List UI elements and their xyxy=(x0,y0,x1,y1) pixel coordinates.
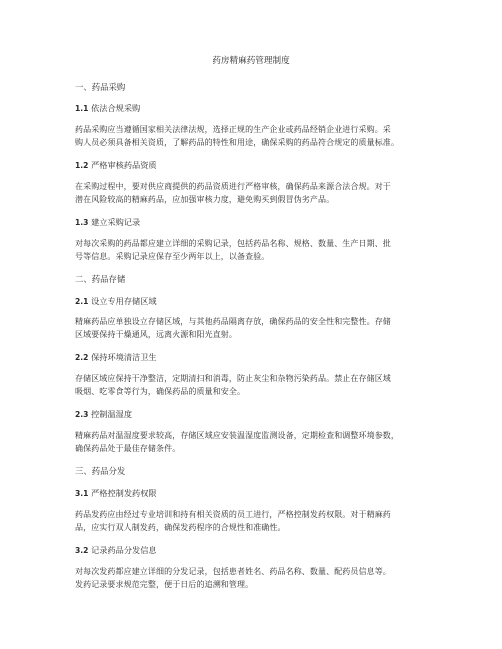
subsection-heading-2-2 xyxy=(75,351,157,364)
paragraph-line: 发药记录要求规范完整，便于日后的追溯和管理。 xyxy=(75,580,254,589)
subsection-heading-2-1 xyxy=(75,295,157,308)
subsection-title: 建立采购记录 xyxy=(91,217,141,227)
paragraph-line: 品，应实行双人制发药，确保发药程序的合规性和准确性。 xyxy=(75,523,286,532)
subsection-title: 设立专用存储区域 xyxy=(91,296,157,306)
paragraph-line: 精麻药品对温湿度要求较高，存储区域应安装温湿度监测设备，定期检查和调整环境参数， xyxy=(75,431,399,440)
paragraph-line: 药品采购应当遵循国家相关法律法规，选择正规的生产企业或药品经销企业进行采购。采 xyxy=(75,125,391,134)
subsection-title: 控制温湿度 xyxy=(91,409,133,419)
subsection-number: 1.1 xyxy=(75,104,89,113)
subsection-heading-1-1 xyxy=(75,102,140,115)
subsection-heading-2-3 xyxy=(75,408,132,421)
paragraph-line: 购人员必须具备相关资质，了解药品的特性和用途，确保采购的药品符合规定的质量标准。 xyxy=(75,138,399,147)
subsection-heading-1-3 xyxy=(75,216,140,229)
subsection-heading-1-2 xyxy=(75,159,157,172)
subsection-title: 记录药品分发信息 xyxy=(91,545,157,555)
paragraph-line: 确保药品处于最佳存储条件。 xyxy=(75,444,181,453)
paragraph-line: 精麻药品应单独设立存储区域，与其他药品隔离存放，确保药品的安全性和完整性。存储 xyxy=(75,317,391,326)
paragraph-line: 在采购过程中，要对供应商提供的药品资质进行严格审核，确保药品来源合法合规。对于 xyxy=(75,182,391,191)
subsection-number: 3.1 xyxy=(75,489,89,498)
subsection-number: 1.3 xyxy=(75,218,89,227)
paragraph-line: 号等信息。采购记录应保存至少两年以上，以备查验。 xyxy=(75,252,270,261)
subsection-title: 保持环境清洁卫生 xyxy=(91,352,157,362)
paragraph-line: 存储区域应保持干净整洁，定期清扫和消毒，防止灰尘和杂物污染药品。禁止在存储区域 xyxy=(75,374,391,383)
paragraph-line: 潜在风险较高的精麻药品，应加强审核力度，避免购买到假冒伪劣产品。 xyxy=(75,195,335,204)
page-title: 药房精麻药管理制度 xyxy=(212,56,290,66)
subsection-number: 1.2 xyxy=(75,161,89,170)
subsection-number: 2.2 xyxy=(75,353,89,362)
paragraph-line: 区域要保持干燥通风，远离火源和阳光直射。 xyxy=(75,330,237,339)
subsection-title: 依法合规采购 xyxy=(91,103,141,113)
paragraph-line: 对每次采购的药品都应建立详细的采购记录，包括药品名称、规格、数量、生产日期、批 xyxy=(75,239,391,248)
subsection-number: 3.2 xyxy=(75,546,89,555)
paragraph-line: 药品发药应由经过专业培训和持有相关资质的员工进行，严格控制发药权限。对于精麻药 xyxy=(75,510,391,519)
section-heading-3: 三、药品分发 xyxy=(75,466,126,476)
section-heading-1: 一、药品采购 xyxy=(75,82,126,92)
subsection-heading-3-2 xyxy=(75,544,157,557)
subsection-title: 严格控制发药权限 xyxy=(91,488,157,498)
section-heading-2: 二、药品存储 xyxy=(75,274,126,284)
paragraph-line: 吸烟、吃零食等行为，确保药品的质量和安全。 xyxy=(75,387,246,396)
paragraph-line: 对每次发药都应建立详细的分发记录，包括患者姓名、药品名称、数量、配药员信息等。 xyxy=(75,567,391,576)
subsection-number: 2.1 xyxy=(75,297,89,306)
subsection-number: 2.3 xyxy=(75,410,89,419)
subsection-title: 严格审核药品资质 xyxy=(91,160,157,170)
subsection-heading-3-1 xyxy=(75,487,157,500)
